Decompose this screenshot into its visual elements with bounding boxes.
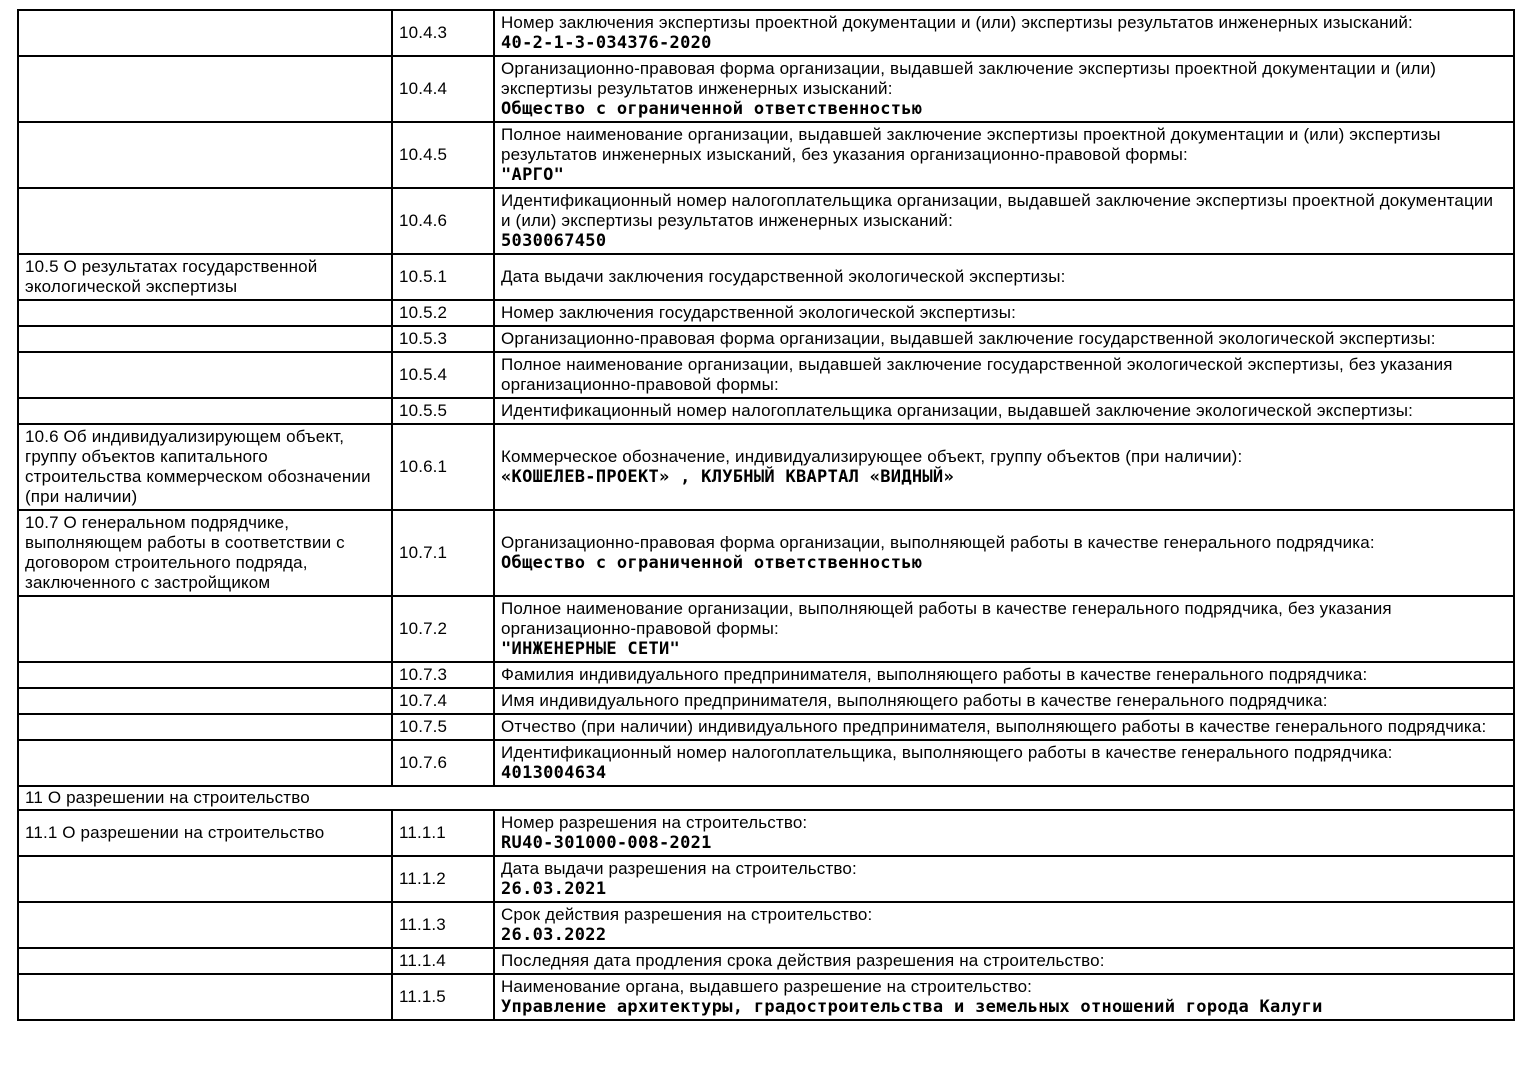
item-content-cell <box>494 188 1514 254</box>
item-number-cell <box>392 902 494 948</box>
section-title-cell <box>18 300 392 326</box>
item-label: Отчество (при наличии) индивидуального предпринимателя, выполняющего работы в качестве генерального подрядчика: <box>501 717 1487 736</box>
item-value: 4013004634 <box>501 763 607 783</box>
item-content-cell <box>494 424 1514 510</box>
item-label: Номер заключения экспертизы проектной документации и (или) экспертизы результатов инженерных изысканий: <box>501 13 1413 32</box>
section-title-cell <box>18 902 392 948</box>
item-number-cell <box>392 948 494 974</box>
section-header-cell: 11 О разрешении на строительство <box>18 786 1514 810</box>
table-row-10-5-4 <box>18 352 1514 398</box>
item-number: 11.1.5 <box>399 987 446 1006</box>
table-row-11-1-3 <box>18 902 1514 948</box>
item-number-cell <box>392 510 494 596</box>
item-number: 10.5.4 <box>399 365 448 384</box>
section-title-cell <box>18 122 392 188</box>
item-label: Срок действия разрешения на строительство: <box>501 905 873 924</box>
section-title-cell <box>18 714 392 740</box>
item-value: "АРГО" <box>501 165 565 185</box>
item-value: RU40-301000-008-2021 <box>501 833 712 853</box>
item-number: 11.1.1 <box>399 823 446 842</box>
item-value: "ИНЖЕНЕРНЫЕ СЕТИ" <box>501 639 681 659</box>
item-content-cell <box>494 326 1514 352</box>
item-content-cell <box>494 974 1514 1020</box>
item-number-cell <box>392 810 494 856</box>
item-number-cell <box>392 688 494 714</box>
table-row-section-11 <box>18 786 1514 810</box>
item-number: 10.7.2 <box>399 619 448 638</box>
item-label: Номер заключения государственной экологической экспертизы: <box>501 303 1016 322</box>
table-row-10-6-1 <box>18 424 1514 510</box>
item-number: 10.5.5 <box>399 401 448 420</box>
item-number-cell <box>392 10 494 56</box>
item-value: Управление архитектуры, градостроительства и земельных отношений города Калуги <box>501 997 1323 1017</box>
item-number-cell <box>392 856 494 902</box>
item-label: Наименование органа, выдавшего разрешение на строительство: <box>501 977 1033 996</box>
item-content-cell <box>494 254 1514 300</box>
item-label: Имя индивидуального предпринимателя, выполняющего работы в качестве генерального подрядчика: <box>501 691 1328 710</box>
item-content-cell <box>494 352 1514 398</box>
item-number: 10.7.1 <box>399 543 448 562</box>
item-value: 26.03.2022 <box>501 925 607 945</box>
section-title-cell <box>18 254 392 300</box>
item-label: Идентификационный номер налогоплательщика, выполняющего работы в качестве генерального подрядчика: <box>501 743 1393 762</box>
item-number-cell <box>392 56 494 122</box>
item-number: 10.7.4 <box>399 691 448 710</box>
item-number: 10.5.1 <box>399 267 448 286</box>
item-value: Общество с ограниченной ответственностью <box>501 553 923 573</box>
table-row-10-4-5 <box>18 122 1514 188</box>
section-title-cell <box>18 948 392 974</box>
section-title: 11.1 О разрешении на строительство <box>25 823 325 842</box>
item-number: 11.1.2 <box>399 869 446 888</box>
item-number: 11.1.4 <box>399 951 446 970</box>
item-label: Организационно-правовая форма организации, выдавшей заключение экспертизы проектной документации и (или) экспертизы результатов инженерных изысканий: <box>501 59 1437 98</box>
item-content-cell <box>494 300 1514 326</box>
table-row-11-1-1 <box>18 810 1514 856</box>
item-number-cell <box>392 254 494 300</box>
item-content-cell <box>494 810 1514 856</box>
item-number: 10.7.3 <box>399 665 448 684</box>
item-value: Общество с ограниченной ответственностью <box>501 99 923 119</box>
item-number-cell <box>392 740 494 786</box>
section-title-cell <box>18 688 392 714</box>
item-number: 10.5.2 <box>399 303 448 322</box>
item-number: 10.7.6 <box>399 753 448 772</box>
item-content-cell <box>494 510 1514 596</box>
item-content-cell <box>494 122 1514 188</box>
item-label: Фамилия индивидуального предпринимателя, выполняющего работы в качестве генерального подрядчика: <box>501 665 1368 684</box>
item-number-cell <box>392 122 494 188</box>
item-content-cell <box>494 902 1514 948</box>
item-number: 10.4.5 <box>399 145 448 164</box>
table-row-10-4-3 <box>18 10 1514 56</box>
item-number-cell <box>392 300 494 326</box>
item-number: 10.6.1 <box>399 457 448 476</box>
item-number-cell <box>392 596 494 662</box>
section-title-cell <box>18 740 392 786</box>
item-label: Коммерческое обозначение, индивидуализирующее объект, группу объектов (при наличии): <box>501 447 1243 466</box>
item-number-cell <box>392 662 494 688</box>
item-number: 10.7.5 <box>399 717 448 736</box>
item-value: 5030067450 <box>501 231 607 251</box>
item-content-cell <box>494 740 1514 786</box>
item-label: Номер разрешения на строительство: <box>501 813 808 832</box>
table-row-10-7-6 <box>18 740 1514 786</box>
section-title-cell <box>18 510 392 596</box>
item-label: Организационно-правовая форма организации, выполняющей работы в качестве генерального подрядчика: <box>501 533 1375 552</box>
item-value: 40-2-1-3-034376-2020 <box>501 33 712 53</box>
table-row-10-4-6 <box>18 188 1514 254</box>
item-number-cell <box>392 974 494 1020</box>
item-number-cell <box>392 714 494 740</box>
item-value: «КОШЕЛЕВ-ПРОЕКТ» , КЛУБНЫЙ КВАРТАЛ «ВИДНЫЙ» <box>501 467 954 487</box>
item-label: Полное наименование организации, выдавшей заключение государственной экологической экспертизы, без указания организационно-правовой формы: <box>501 355 1453 394</box>
section-title-cell <box>18 56 392 122</box>
item-content-cell <box>494 56 1514 122</box>
item-number-cell <box>392 424 494 510</box>
section-title-cell <box>18 10 392 56</box>
item-content-cell <box>494 714 1514 740</box>
item-number: 10.5.3 <box>399 329 448 348</box>
item-number-cell <box>392 326 494 352</box>
section-title-cell <box>18 188 392 254</box>
item-number: 10.4.3 <box>399 23 448 42</box>
section-title: 10.7 О генеральном подрядчике, выполняющем работы в соответствии с договором строительного подряда, заключенного с застройщиком <box>25 513 345 592</box>
table-row-10-7-5 <box>18 714 1514 740</box>
item-label: Последняя дата продления срока действия разрешения на строительство: <box>501 951 1105 970</box>
item-content-cell <box>494 948 1514 974</box>
table-row-10-7-3 <box>18 662 1514 688</box>
item-label: Идентификационный номер налогоплательщика организации, выдавшей заключение экспертизы проектной документации и (или) экспертизы результатов инженерных изысканий: <box>501 191 1494 230</box>
item-number-cell <box>392 352 494 398</box>
item-number: 11.1.3 <box>399 915 446 934</box>
section-title-cell <box>18 662 392 688</box>
item-content-cell <box>494 596 1514 662</box>
table-row-10-5-5 <box>18 398 1514 424</box>
item-number-cell <box>392 398 494 424</box>
item-number: 10.4.6 <box>399 211 448 230</box>
table-row-10-5-3 <box>18 326 1514 352</box>
item-label: Полное наименование организации, выдавшей заключение экспертизы проектной документации и (или) экспертизы результатов инженерных изысканий, без указания организационно-правовой формы: <box>501 125 1441 164</box>
item-label: Идентификационный номер налогоплательщика организации, выдавшей заключение экологической экспертизы: <box>501 401 1414 420</box>
table-row-11-1-4 <box>18 948 1514 974</box>
item-label: Дата выдачи разрешения на строительство: <box>501 859 857 878</box>
table-row-10-5-2 <box>18 300 1514 326</box>
section-title-cell <box>18 856 392 902</box>
section-title-cell <box>18 398 392 424</box>
table-row-10-7-1 <box>18 510 1514 596</box>
section-title-cell <box>18 424 392 510</box>
table-row-10-7-4 <box>18 688 1514 714</box>
item-number-cell <box>392 188 494 254</box>
item-content-cell <box>494 688 1514 714</box>
item-number: 10.4.4 <box>399 79 448 98</box>
section-title-cell <box>18 810 392 856</box>
item-value: 26.03.2021 <box>501 879 607 899</box>
item-label: Дата выдачи заключения государственной экологической экспертизы: <box>501 267 1066 286</box>
section-title: 10.6 Об индивидуализирующем объект, группу объектов капитального строительства коммерческом обозначении (при наличии) <box>25 427 371 506</box>
section-title: 10.5 О результатах государственной экологической экспертизы <box>25 257 318 296</box>
section-title-cell <box>18 326 392 352</box>
table-row-10-4-4 <box>18 56 1514 122</box>
item-label: Полное наименование организации, выполняющей работы в качестве генерального подрядчика, без указания организационно-правовой формы: <box>501 599 1392 638</box>
section-title-cell <box>18 596 392 662</box>
section-title-cell <box>18 352 392 398</box>
item-content-cell <box>494 398 1514 424</box>
item-content-cell <box>494 10 1514 56</box>
item-content-cell <box>494 856 1514 902</box>
section-title-cell <box>18 974 392 1020</box>
item-content-cell <box>494 662 1514 688</box>
table-row-10-5-1 <box>18 254 1514 300</box>
project-declaration-table <box>17 9 1515 1021</box>
table-row-11-1-5 <box>18 974 1514 1020</box>
table-row-10-7-2 <box>18 596 1514 662</box>
table-row-11-1-2 <box>18 856 1514 902</box>
item-label: Организационно-правовая форма организации, выдавшей заключение государственной экологической экспертизы: <box>501 329 1436 348</box>
